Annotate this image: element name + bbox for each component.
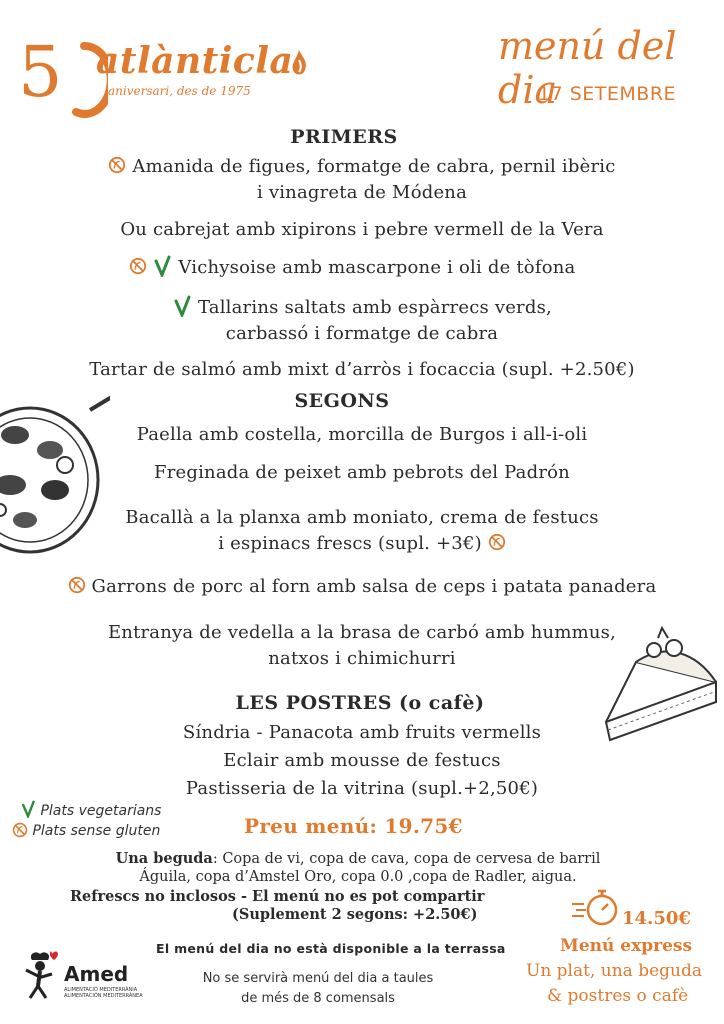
- express-line1: Un plat, una beguda: [526, 961, 703, 981]
- postres-item: Pastisseria de la vitrina (supl.+2,50€): [185, 778, 539, 799]
- dish-line: natxos i chimichurri: [268, 648, 456, 669]
- dish-line: Garrons de porc al forn amb salsa de ceps i patata panadera: [91, 576, 657, 597]
- legend-gluten-free-label: Plats sense gluten: [32, 823, 161, 839]
- dish-line: Entranya de vedella a la brasa de carbó amb hummus,: [107, 622, 617, 643]
- vegetarian-leaf-icon: [172, 297, 198, 318]
- chef-figure-icon: [22, 950, 62, 1000]
- menu-title: menú del dia: [498, 24, 677, 112]
- segons-item-1: [0, 422, 724, 448]
- no-gluten-icon: [68, 576, 92, 597]
- notice-terrassa: El menú del dia no està disponible a la terrassa: [156, 941, 506, 956]
- amed-sub2: ALIMENTACIÓN MEDITERRÁNEA: [64, 993, 143, 999]
- no-gluten-icon: [129, 257, 153, 278]
- drink-info: [0, 850, 720, 886]
- logo-50-mark: [18, 34, 108, 124]
- dish-line: Paella amb costella, morcilla de Burgos i all-i-oli: [136, 424, 588, 445]
- drink-info-rest: : Copa de vi, copa de cava, copa de cervesa de barril: [212, 851, 601, 867]
- dish-line: i vinagreta de Módena: [256, 182, 468, 203]
- notice-groups-line1: No se servirà menú del dia a taules: [202, 971, 434, 986]
- segons-item-4: [0, 574, 724, 600]
- brand-tagline: aniversari, des de 1975: [108, 84, 251, 98]
- stopwatch-icon: [570, 888, 622, 928]
- svg-text:5: 5: [18, 34, 63, 113]
- vegetarian-leaf-icon: [152, 257, 178, 278]
- amed-sub1: ALIMENTACIÓ MEDITERRÀNIA: [64, 987, 138, 993]
- brand-name: atlànticla: [96, 40, 294, 82]
- primers-heading: PRIMERS: [290, 126, 398, 148]
- segons-heading: SEGONS: [294, 390, 390, 412]
- drink-info-bold: Una beguda: [115, 850, 213, 867]
- dish-line: Bacallà a la planxa amb moniato, crema de festucs: [125, 507, 599, 528]
- segons-item-5: [0, 620, 724, 672]
- drink-note-supplement: (Suplement 2 segons: +2.50€): [232, 906, 478, 923]
- express-price: 14.50€: [622, 908, 691, 929]
- no-gluten-icon: [488, 533, 506, 554]
- postres-heading: LES POSTRES (o cafè): [235, 692, 485, 714]
- dish-line: Tartar de salmó amb mixt d’arròs i focaccia (supl. +2.50€): [89, 359, 635, 380]
- primers-item-3: [0, 255, 714, 281]
- menu-price: Preu menú: 19.75€: [244, 814, 463, 838]
- amed-name: Amed: [64, 962, 129, 986]
- segons-item-3: [0, 505, 724, 557]
- dish-line: Amanida de figues, formatge de cabra, pernil ibèric: [132, 156, 616, 177]
- no-gluten-icon: [108, 156, 132, 177]
- legend-vegetarian: [20, 800, 161, 819]
- legend-gluten-free: [12, 822, 160, 839]
- postres-item: Síndria - Panacota amb fruits vermells: [182, 722, 542, 743]
- dish-line: i espinacs frescs (supl. +3€): [218, 533, 482, 554]
- drink-info-line2: Águila, copa d’Amstel Oro, copa 0.0 ,copa de Radler, aigua.: [139, 869, 577, 885]
- primers-item-5: [0, 357, 724, 383]
- express-line2: & postres o cafè: [547, 986, 689, 1006]
- flame-icon: [288, 48, 310, 78]
- primers-item-2: [0, 217, 724, 243]
- notice-groups-line2: de més de 8 comensals: [241, 991, 395, 1006]
- segons-item-2: [0, 460, 724, 486]
- amed-logo: [22, 950, 172, 1000]
- express-title: Menú express: [560, 936, 693, 956]
- dish-line: Freginada de peixet amb pebrots del Padrón: [154, 462, 570, 483]
- dish-line: Ou cabrejat amb xipirons i pebre vermell de la Vera: [120, 219, 604, 240]
- legend-vegetarian-label: Plats vegetarians: [40, 803, 162, 819]
- primers-item-4: [0, 295, 724, 347]
- notice-groups: [196, 969, 440, 1009]
- postres-item: Eclair amb mousse de festucs: [223, 750, 501, 771]
- vegetarian-leaf-icon: [20, 803, 40, 819]
- no-gluten-icon: [12, 823, 32, 839]
- dish-line: Vichysoise amb mascarpone i oli de tòfona: [178, 257, 576, 278]
- dish-line: Tallarins saltats amb espàrrecs verds,: [197, 297, 552, 318]
- dish-line: carbassó i formatge de cabra: [225, 323, 499, 344]
- drink-note-refrescs: Refrescs no inclosos - El menú no es pot compartir: [70, 888, 485, 905]
- drink-notes: [70, 888, 570, 924]
- menu-date: 17 SETEMBRE: [538, 83, 677, 105]
- primers-item-1: [0, 154, 724, 206]
- brand-logo: [18, 34, 318, 124]
